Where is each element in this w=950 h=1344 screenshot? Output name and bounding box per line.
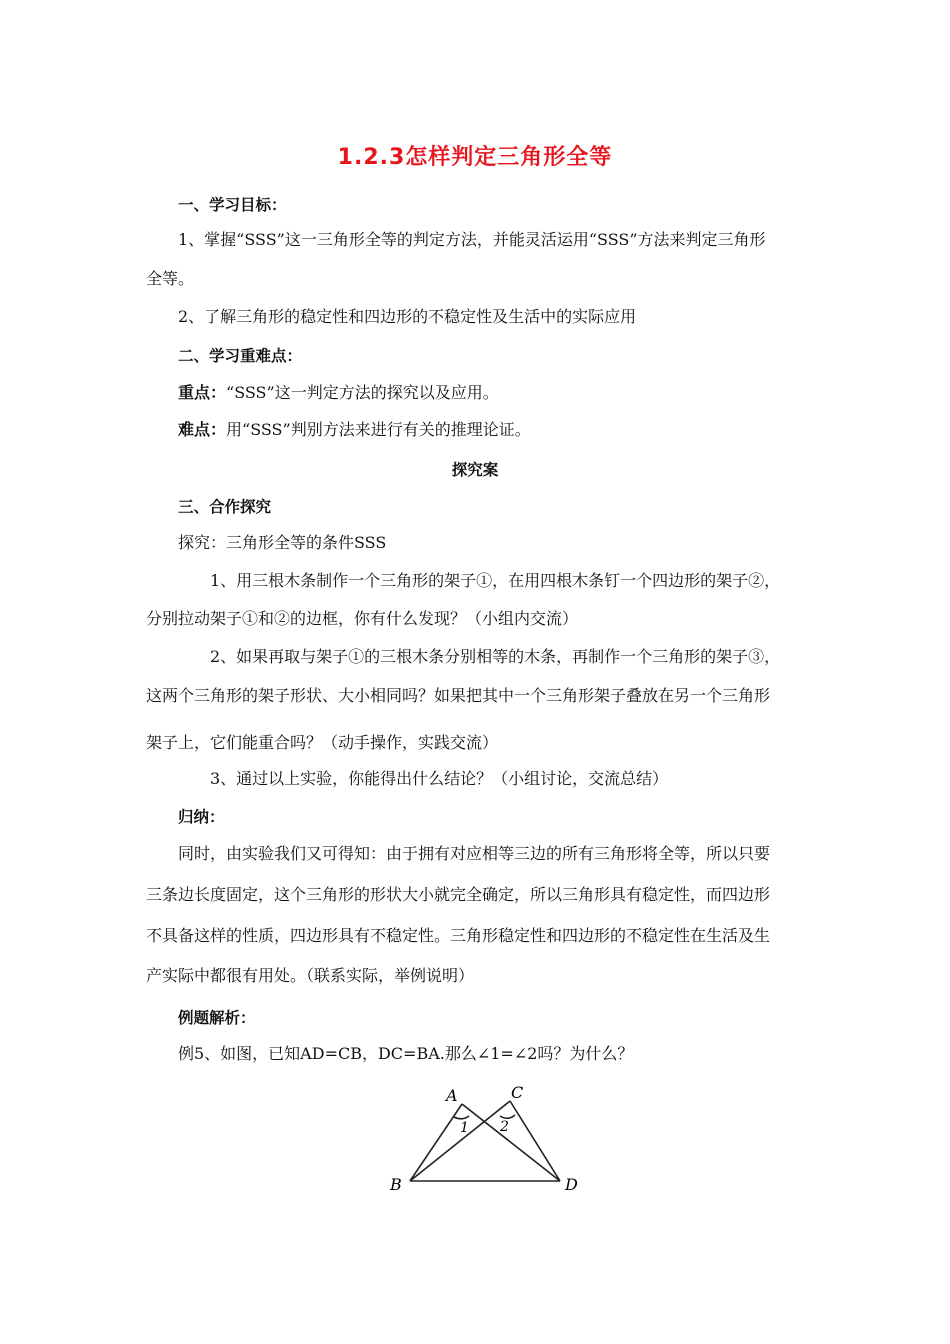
angle-1-arc <box>454 1116 469 1119</box>
key-point-text: “SSS”这一判定方法的探究以及应用。 <box>226 383 499 402</box>
inquiry-p1-line1: 1、用三根木条制作一个三角形的架子①，在用四根木条钉一个四边形的架子②， <box>210 571 781 590</box>
segment-bc <box>410 1101 510 1181</box>
difficulty-text: 用“SSS”判别方法来进行有关的推理论证。 <box>226 420 531 439</box>
vertex-label-a: A <box>446 1086 458 1105</box>
example-heading: 例题解析： <box>178 1009 256 1027</box>
inquiry-p1-line2: 分别拉动架子①和②的边框，你有什么发现？（小组内交流） <box>146 609 579 628</box>
section-heading-goals: 一、学习目标： <box>178 196 287 214</box>
key-point-label: 重点： <box>178 383 227 402</box>
summary-line4: 产实际中都很有用处。（联系实际，举例说明） <box>146 966 475 985</box>
vertex-label-b: B <box>390 1175 402 1194</box>
goal-item-1-line2: 全等。 <box>146 269 195 288</box>
difficulty-label: 难点： <box>178 420 227 439</box>
section-heading-cooperation: 三、合作探究 <box>178 498 272 516</box>
vertex-label-c: C <box>511 1083 524 1102</box>
difficulty-line <box>178 419 531 441</box>
figure-lines <box>410 1101 560 1181</box>
angle-label-1: 1 <box>460 1120 469 1136</box>
vertex-label-d: D <box>565 1175 578 1194</box>
angle-label-2: 2 <box>500 1119 509 1135</box>
summary-line1: 同时，由实验我们又可得知：由于拥有对应相等三边的所有三角形将全等，所以只要 <box>178 844 771 863</box>
summary-line2: 三条边长度固定，这个三角形的形状大小就完全确定，所以三角形具有稳定性，而四边形 <box>146 885 771 904</box>
document-title: 1.2.3怎样判定三角形全等 <box>337 145 613 170</box>
geometry-figure <box>380 1080 590 1200</box>
segment-ad <box>462 1104 560 1181</box>
inquiry-p2-line1: 2、如果再取与架子①的三根木条分别相等的木条，再制作一个三角形的架子③， <box>210 647 781 666</box>
center-heading-inquiry: 探究案 <box>451 461 499 479</box>
inquiry-p2-line2: 这两个三角形的架子形状、大小相同吗？如果把其中一个三角形架子叠放在另一个三角形 <box>146 686 771 705</box>
inquiry-intro: 探究：三角形全等的条件SSS <box>178 533 387 552</box>
summary-line3: 不具备这样的性质，四边形具有不稳定性。三角形稳定性和四边形的不稳定性在生活及生 <box>146 926 771 945</box>
angle-2-arc <box>500 1115 515 1118</box>
key-point-line <box>178 382 499 404</box>
segment-cd <box>510 1101 560 1181</box>
inquiry-p2-line3: 架子上，它们能重合吗？（动手操作，实践交流） <box>146 733 499 752</box>
section-heading-keypoints: 二、学习重难点： <box>178 347 303 365</box>
goal-item-1-line1: 1、掌握“SSS”这一三角形全等的判定方法，并能灵活运用“SSS”方法来判定三角形 <box>178 230 766 249</box>
inquiry-p3: 3、通过以上实验，你能得出什么结论？（小组讨论，交流总结） <box>210 769 669 788</box>
segment-ba <box>410 1104 462 1181</box>
example-text: 例5、如图，已知AD=CB，DC=BA.那么∠1=∠2吗？为什么？ <box>178 1044 634 1063</box>
goal-item-2: 2、了解三角形的稳定性和四边形的不稳定性及生活中的实际应用 <box>178 307 637 326</box>
summary-heading: 归纳： <box>178 808 225 826</box>
